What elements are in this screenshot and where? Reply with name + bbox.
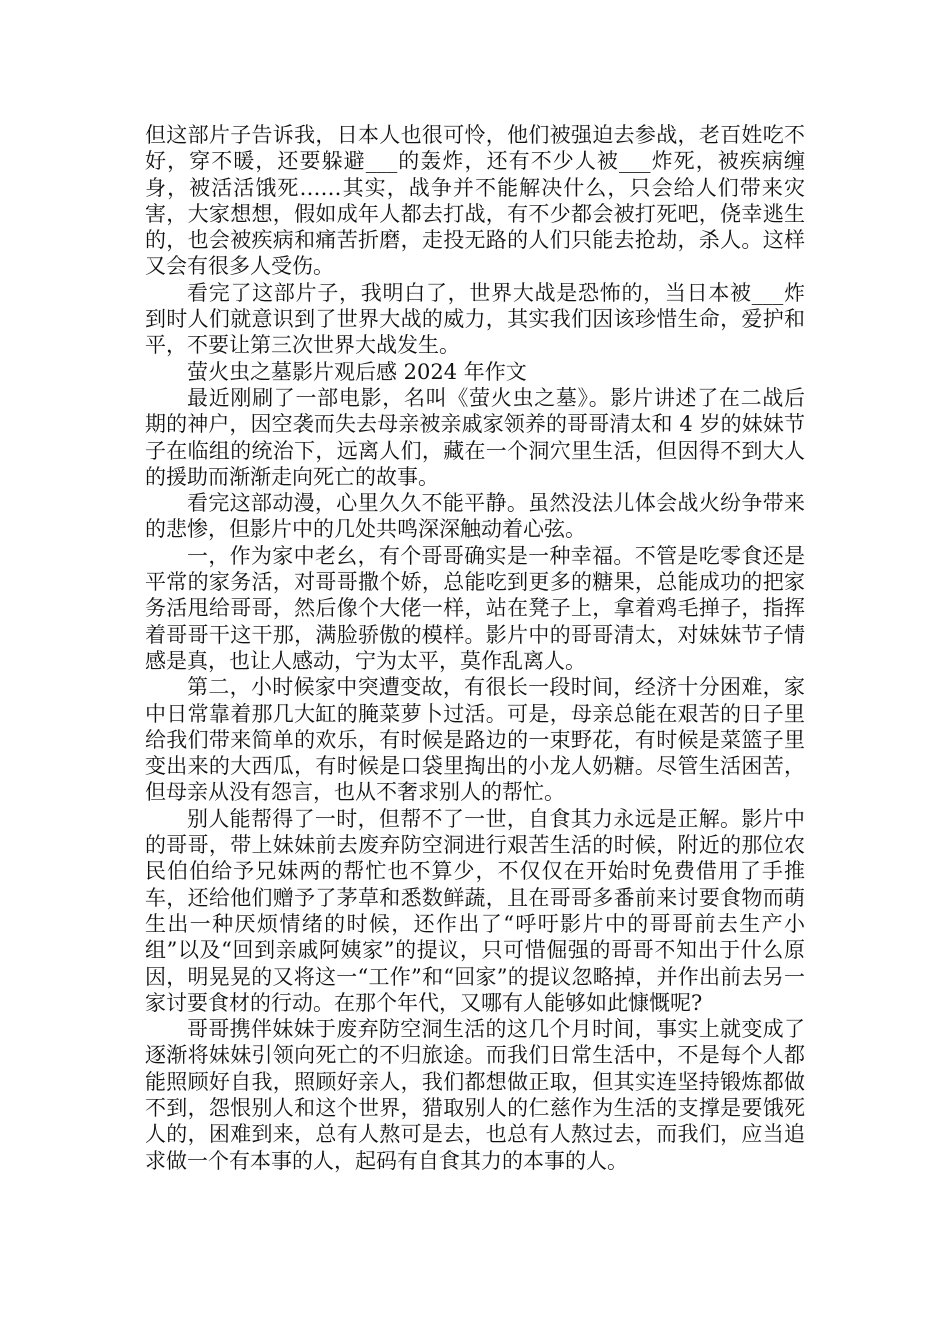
paragraph: 看完这部动漫，心里久久不能平静。虽然没法儿体会战火纷争带来的悲惨，但影片中的几处共鸣深深触动着心弦。 [145, 491, 805, 542]
paragraph: 看完了这部片子，我明白了，世界大战是恐怖的，当日本被___炸到时人们就意识到了世界大战的威力，其实我们因该珍惜生命，爱护和平，不要让第三次世界大战发生。 [145, 280, 805, 358]
document-body [145, 122, 805, 1174]
paragraph: 哥哥携伴妹妹于废弃防空洞生活的这几个月时间，事实上就变成了逐渐将妹妹引领向死亡的不归旅途。而我们日常生活中，不是每个人都能照顾好自我，照顾好亲人，我们都想做正取，但其实连坚持锻炼都做不到，怨恨别人和这个世界，猎取别人的仁慈作为生活的支撑是要饿死人的，困难到来，总有人熬可是去，也总有人熬过去，而我们，应当追求做一个有本事的人，起码有自食其力的本事的人。 [145, 1017, 805, 1173]
paragraph-continuation: 但这部片子告诉我，日本人也很可怜，他们被强迫去参战，老百姓吃不好，穿不暖，还要躲避___的轰炸，还有不少人被___炸死，被疾病缠身，被活活饿死……其实，战争并不能解决什么，只会给人们带来灾害，大家想想，假如成年人都去打战，有不少都会被打死吧，侥幸逃生的，也会被疾病和痛苦折磨，走投无路的人们只能去抢劫，杀人。这样又会有很多人受伤。 [145, 123, 805, 279]
paragraph: 一，作为家中老幺，有个哥哥确实是一种幸福。不管是吃零食还是平常的家务活，对哥哥撒个娇，总能吃到更多的糖果，总能成功的把家务活甩给哥哥，然后像个大佬一样，站在凳子上，拿着鸡毛掸子，指挥着哥哥干这干那，满脸骄傲的模样。影片中的哥哥清太，对妹妹节子情感是真，也让人感动，宁为太平，莫作乱离人。 [145, 543, 805, 673]
paragraph: 最近刚刷了一部电影，名叫《萤火虫之墓》。影片讲述了在二战后期的神户，因空袭而失去母亲被亲戚家领养的哥哥清太和 4 岁的妹妹节子在临组的统治下，远离人们，藏在一个洞穴里生活，但因得不到大人的援助而渐渐走向死亡的故事。 [145, 385, 805, 489]
paragraph: 第二，小时候家中突遭变故，有很长一段时间，经济十分困难，家中日常靠着那几大缸的腌菜萝卜过活。可是，母亲总能在艰苦的日子里给我们带来简单的欢乐，有时候是路边的一束野花，有时候是菜篮子里变出来的大西瓜，有时候是口袋里掏出的小龙人奶糖。尽管生活困苦，但母亲从没有怨言，也从不奢求别人的帮忙。 [145, 675, 805, 805]
essay-title: 萤火虫之墓影片观后感 2024 年作文 [187, 359, 527, 384]
paragraph: 别人能帮得了一时，但帮不了一世，自食其力永远是正解。影片中的哥哥，带上妹妹前去废弃防空洞进行艰苦生活的时候，附近的那位农民伯伯给予兄妹两的帮忙也不算少，不仅仅在开始时免费借用了手推车，还给他们赠予了茅草和悉数鲜蔬，且在哥哥多番前来讨要食物而萌生出一种厌烦情绪的时候，还作出了“呼吁影片中的哥哥前去生产小组”以及“回到亲戚阿姨家”的提议，只可惜倔强的哥哥不知出于什么原因，明晃晃的又将这一“工作”和“回家”的提议忽略掉，并作出前去另一家讨要食材的行动。在那个年代，又哪有人能够如此慷慨呢? [145, 806, 805, 1015]
